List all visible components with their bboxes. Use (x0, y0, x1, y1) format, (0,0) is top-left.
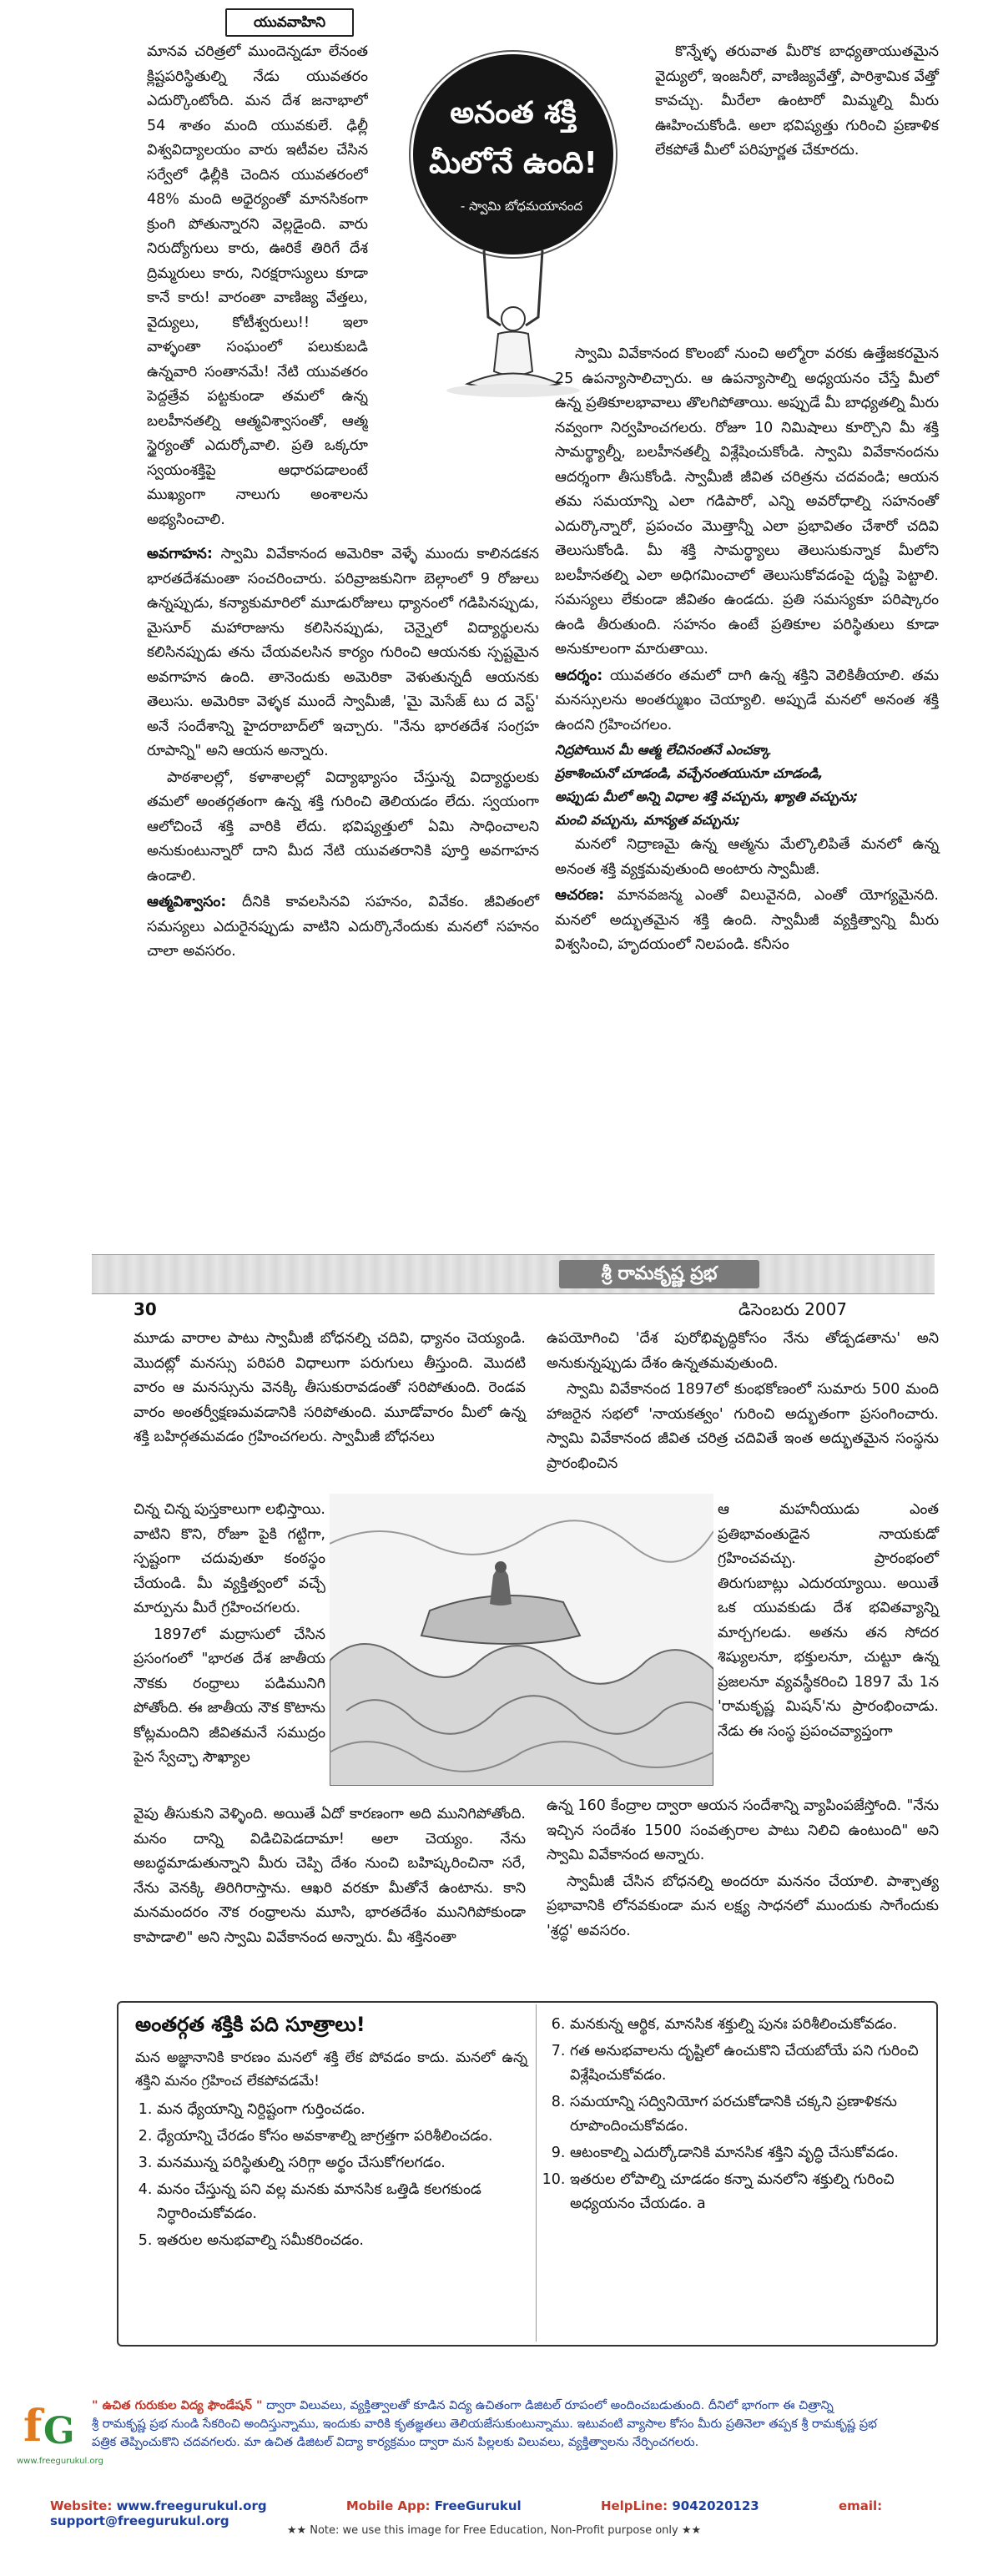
footer-text (92, 2397, 968, 2452)
principles-title: అంతర్గత శక్తికి పది సూత్రాలు! (135, 2013, 365, 2036)
freegurukul-logo (17, 2395, 103, 2470)
col1b-p2-rest: వైపు తీసుకుని వెళ్ళింది. అయితే ఏదో కారణంగా అది మునిగిపోతోంది. మనం దాన్ని విడిచిపెడదామా! అలా చెయ్యం. నేను అబద్ధమాడుతున్నాని మీరు చెప్పి దేశం నుంచి బహిష్కరించినా సరే, నేను వెనక్కి తిరిగిరాస్తాను. ఆఖరి వరకూ మీతోనే ఉంటాను. కాని మనమందరం నౌక రంధ్రాలను మూసి, భారతదేశం మునిగిపోకుండా కాపాడాలి" అని స్వామి వివేకానంద అన్నారు. మీ శక్తినంతా (134, 1806, 526, 1946)
col2-top-wide (555, 342, 939, 958)
practice-heading: ఆచరణ: (555, 887, 605, 904)
website-label: Website: (50, 2498, 113, 2513)
col2-bottom-narrow (718, 1498, 939, 1744)
col2-bottom-rest (547, 1794, 939, 1943)
practice-text: మానవజన్మ ఎంతో విలువైనది, ఎంతో యోగ్యమైనది. మనలో అద్భుతమైన శక్తి ఉంది. స్వామీజీ వ్యక్తిత్వాన్ని మీరు విశ్వసించి, హృదయంలో నిలపండి. కనీసం (555, 887, 939, 953)
col2-p4: మనలో నిద్రాణమై ఉన్న ఆత్మను మేల్కొలిపితే మనలో ఉన్న అనంత శక్తి వ్యక్తమవుతుంది అంటారు స్వామీజీ. (555, 836, 939, 878)
magazine-title: శ్రీ రామకృష్ణ ప్రభ (559, 1260, 759, 1288)
col1-bottom-rest (134, 1802, 526, 1950)
principle-item: 6. మనకున్న ఆర్థిక, మానసిక శక్తుల్ని పునః పరిశీలించుకోవడం. (570, 2013, 924, 2037)
col2-p2: స్వామి వివేకానంద కొలంబో నుంచి అల్మోరా వరకు ఉత్తేజకరమైన 25 ఉపన్యాసాలిచ్చారు. ఆ ఉపన్యాసాల్ని అధ్యయనం చేస్తే మీలో ఉన్న ప్రతికూలభావాలు తొలగిపోతాయి. అప్పుడే మీ బాధ్యతల్ని మీరు నవ్వంగా నిర్వహించగలరు. రోజూ 10 నిమిషాలు కూర్చొని మీ శక్తి సామర్థ్యాల్నీ, బలహీనతల్నీ విశ్లేషించుకోండి. స్వామి వివేకానందను ఆదర్శంగా తీసుకోండి. స్వామీజీ జీవిత చరిత్రను చదవండి; ఆయన తమ సమయాన్ని ఎలా గడిపారో, ఎన్ని అవరోధాల్ని సహనంతో ఎదుర్కొన్నారో, ప్రపంచం మొత్తాన్నీ ఎలా ప్రభావితం చేశారో చదివి తెలుసుకోండి. మీ శక్తి సామర్థ్యాలు తెలుసుకున్నాక మీలోని బలహీనతల్ని ఎలా అధిగమించాలో తెలుసుకోవడంపై దృష్టి పెట్టాలి. సమస్యలు లేకుండా జీవితం ఉండదు. ప్రతి సమస్యకూ పరిష్కారం ఉండి తీరుతుంది. సహనం ఉంటే ప్రతికూల పరిస్థితులు కూడా అనుకూలంగా మారుతాయి. (555, 345, 939, 658)
col2b-p2-rest: ఉన్న 160 కేంద్రాల ద్వారా ఆయన సందేశాన్ని వ్యాపింపజేస్తోంది. "నేను ఇచ్చిన సందేశం 1500 సంవత్సరాల పాటు నిలిచి ఉంటుంది" అని స్వామి వివేకానంద అన్నారు. (547, 1797, 939, 1863)
poem-line-4: మంచి వచ్చును, మాన్యత వచ్చును; (555, 812, 741, 828)
principle-item (570, 2168, 924, 2216)
principle-item: 3. మనమున్న పరిస్థితుల్ని సరిగ్గా అర్థం చేసుకోగలగడం. (157, 2151, 527, 2175)
svg-text:f: f (23, 2401, 43, 2452)
col1-p3: పాఠశాలల్లో, కళాశాలల్లో విద్యాభ్యాసం చేస్తున్న విద్యార్థులకు తమలో అంతర్గతంగా ఉన్న శక్తి గురించి తెలియడం లేదు. స్వయంగా ఆలోచించే శక్తి వారికి లేదు. భవిష్యత్తులో ఏమి సాధించాలని అనుకుంటున్నారో దాని మీద నేటి యువతరానికి పూర్తి అవగాహన ఉండాలి. (147, 769, 539, 885)
footer (0, 2387, 988, 2487)
helpline-label: HelpLine: (600, 2498, 668, 2513)
usage-note: ★★ Note: we use this image for Free Education, Non-Profit purpose only ★★ (286, 2524, 702, 2537)
col2b-p3: స్వామీజీ చేసిన బోధనల్ని అందరూ మననం చేయాలి. పాశ్చాత్య ప్రభావానికి లోనవకుండా మన లక్ష్య సాధనలో ముందుకు సాగేందుకు 'శ్రద్ధ' అవసరం. (547, 1873, 939, 1939)
col1-top-wide (147, 542, 539, 965)
box-divider (536, 2004, 537, 2342)
col2b-p2-narrow: ఆ మహనీయుడు ఎంత ప్రతిభావంతుడైన నాయకుడో గ్రహించవచ్చు. ప్రారంభంలో తిరుగుబాట్లు ఎదురయ్యాయి. అయితే ఒక యువకుడు దేశ భవితవ్యాన్ని మార్చగలడు. అతను తన సోదర శిష్యులనూ, భక్తులనూ, చుట్టూ ఉన్న ప్రజలనూ వ్యవస్థీకరించి 1897 మే 1న 'రామకృష్ణ మిషన్'ను ప్రారంభించాడు. నేడు ఈ సంస్థ ప్రపంచవ్యాప్తంగా (718, 1501, 939, 1740)
principles-list-right (548, 2013, 924, 2216)
awareness-heading: అవగాహన: (147, 546, 213, 562)
col2-p3 (555, 664, 939, 739)
col2-p5 (555, 884, 939, 958)
issue-date: డిసెంబరు 2007 (738, 1299, 848, 1319)
poem-line-1: నిద్రపోయిన మీ ఆత్మ లేచినంతనే ఎంచక్కా (555, 742, 771, 758)
col2-top (655, 40, 939, 164)
ideal-text: యువతరం తమలో దాగి ఉన్న శక్తిని వెలికితీయాలి. తమ మనస్సులను అంతర్ముఖం చెయ్యాలి. అప్పుడే మనలో అనంత శక్తి ఉందని గ్రహించగలం. (555, 667, 939, 733)
col1-bottom (134, 1327, 526, 1450)
title-line-1: అనంత శక్తి (450, 96, 577, 130)
email-label: email: (838, 2498, 883, 2513)
app-label: Mobile App: (345, 2498, 431, 2513)
title-line-2: మీలోనే ఉంది! (429, 146, 597, 180)
end-mark: a (696, 2195, 706, 2212)
intro-paragraph: మానవ చరిత్రలో ముందెన్నడూ లేనంత క్లిష్టపరిస్థితుల్ని నేడు యువతరం ఎదుర్కొంటోంది. మన దేశ జనాభాలో 54 శాతం మంది యువకులే. ఢిల్లీ విశ్వవిద్యాలయం వారు ఇటీవల చేసిన సర్వేలో ఢిల్లీకి చెందిన యువతరంలో 48% మంది అధైర్యంతో మానసికంగా క్రుంగి పోతున్నారని వెల్లడైంది. వారు నిరుద్యోగులు కారు, ఊరికే తిరిగే దేశ ద్రిమ్మరులు కారు, నిరక్షరాస్యులు కూడా కానే కారు! వారంతా వాణిజ్య వేత్తలు, వైద్యులు, కోటీశ్వరులు!! ఇలా వాళ్ళంతా సంఘంలో పలుకుబడి ఉన్నవారి సంతానమే! నేటి యువతరం పెద్దత్రేవ పట్టకుండా తమలో ఉన్న బలహీనతల్ని ఆత్మవిశ్వాసంతో, ఆత్మ స్థైర్యంతో ఎదుర్కోవాలి. ప్రతి ఒక్కరూ స్వయంశక్తిపై ఆధారపడాలంటే ముఖ్యంగా నాలుగు అంశాలను అభ్యసించాలి. (147, 43, 368, 528)
col1-p4 (147, 890, 539, 965)
logo-icon (17, 2395, 83, 2453)
ideal-heading: ఆదర్శం: (555, 667, 603, 684)
sea-rock-illustration (330, 1494, 713, 1786)
col2-p1: కొన్నేళ్ళ తరువాత మీరొక బాధ్యతాయుతమైన వైద్యులో, ఇంజనీరో, వాణిజ్యవేత్తో, పారిశ్రామిక వేత్తో కావచ్చు. మీరేలా ఉంటారో మిమ్మల్ని మీరు ఊహించుకోండి. అలా భవిష్యత్తు గురించి ప్రణాళిక లేకపోతే మీలో పరిపూర్ణత చేకూరదు. (655, 43, 939, 159)
principle-item: 5. ఇతరుల అనుభవాల్ని సమీకరించడం. (157, 2229, 527, 2253)
principles-list-left (135, 2098, 527, 2253)
helpline-link[interactable]: 9042020123 (672, 2498, 759, 2513)
col1-bottom-narrow (134, 1498, 325, 1771)
col2b-p2: స్వామి వివేకానంద 1897లో కుంభకోణంలో సుమారు 500 మంది హాజరైన సభలో 'నాయకత్వం' గురించి అద్భుతంగా ప్రసంగించారు. స్వామి వివేకానంద జీవిత చరిత్ర చదివితే ఇంత అద్భుతమైన సంస్థను ప్రారంభించిన (547, 1381, 939, 1472)
principle-item-text: ఇతరుల లోపాల్ని చూడడం కన్నా మనలోని శక్తుల్ని గురించి అధ్యయనం చేయడం. (570, 2171, 895, 2212)
author-line: - స్వామి బోధమయానంద (460, 199, 583, 214)
col1-top (147, 40, 368, 541)
poem-line-3: అప్పుడు మీలో అన్ని విధాల శక్తి వచ్చును, ఖ్యాతి వచ్చును; (555, 789, 859, 804)
principles-intro: మన అజ్ఞానానికి కారణం మనలో శక్తి లేక పోవడం కాదు. మనలో ఉన్న శక్తిని మనం గ్రహించ లేకపోవడమే! (135, 2049, 527, 2090)
col1b-p1-narrow: చిన్న చిన్న పుస్తకాలుగా లభిస్తాయి. వాటిని కొని, రోజూ పైకి గట్టిగా, స్పష్టంగా చదువుతూ కంఠస్థం చేయండి. మీ వ్యక్తిత్వంలో వచ్చే మార్పును మీరే గ్రహించగలరు. (134, 1501, 325, 1616)
waves-illustration (330, 1494, 713, 1786)
principle-item: 9. ఆటంకాల్ని ఎదుర్కోడానికి మానసిక శక్తిని వృద్ధి చేసుకోవడం. (570, 2141, 924, 2165)
logo-website: www.freegurukul.org (17, 2457, 103, 2466)
footer-line-1: ద్వారా విలువలు, వ్యక్తిత్వాలతో కూడిన విద్య ఉచితంగా డిజిటల్ రూపంలో అందించబడుతుంది. దీనిలో భాగంగా ఈ చిత్రాన్ని (262, 2399, 834, 2412)
principles-right (548, 2013, 924, 2219)
magazine-divider (92, 1254, 935, 1294)
foundation-name: " ఉచిత గురుకుల విద్య ఫౌండేషన్ " (92, 2399, 263, 2412)
col1-p2 (147, 542, 539, 764)
principles-box (117, 2001, 938, 2347)
col1b-p1: మూడు వారాల పాటు స్వామీజీ బోధనల్ని చదివి, ధ్యానం చెయ్యండి. మొదట్లో మనస్సు పరిపరి విధాలుగా పరుగులు తీస్తుంది. మొదటి వారం ఆ మనస్సును వెనక్కి తీసుకురావడంతో సరిపోతుంది. రెండవ వారం అంతర్వీక్షణమవడానికి సరిపోతుంది. మూడోవారం మీలో ఉన్న శక్తి బహిర్గతమవడం గ్రహించగలరు. స్వామీజీ బోధనలు (134, 1330, 526, 1445)
footer-line-3: పత్రిక తెప్పించుకొని చదవగలరు. మా ఉచిత డిజిటల్ విద్యా కార్యక్రమం ద్వారా మన పిల్లలకు విలువలు, వ్యక్తిత్వాలను నేర్పించగలరు. (92, 2436, 699, 2449)
page-number: 30 (134, 1299, 157, 1319)
principle-item: 8. సమయాన్ని సద్వినియోగ పరచుకోడానికి చక్కని ప్రణాళికను రూపొందించుకోవడం. (570, 2090, 924, 2139)
website-link[interactable]: www.freegurukul.org (116, 2498, 267, 2513)
col2-bottom (547, 1327, 939, 1476)
col2b-p1: ఉపయోగించి 'దేశ పురోభివృద్ధికోసం నేను తోడ్పడతాను' అని అనుకున్నప్పుడు దేశం ఉన్నతమవుతుంది. (547, 1330, 939, 1372)
principle-item: 1. మన ధ్యేయాన్ని నిర్దిష్టంగా గుర్తించడం. (157, 2098, 527, 2122)
app-link[interactable]: FreeGurukul (434, 2498, 522, 2513)
email-link[interactable]: support@freegurukul.org (50, 2513, 229, 2528)
confidence-text: దీనికి కావలసినవి సహనం, వివేకం. జీవితంలో సమస్యలు ఎదురైనప్పుడు వాటిని ఎదుర్కొనేందుకు మనలో సహనం చాలా అవసరం. (147, 894, 539, 960)
section-tag: యువవాహిని (225, 8, 354, 37)
svg-text:G: G (43, 2410, 75, 2452)
poem-line-2: ప్రకాశించునో చూడండి, వచ్చేనంతయునూ చూడండి, (555, 765, 824, 781)
principle-item: 2. ధ్యేయాన్ని చేరడం కోసం అవకాశాల్ని జాగ్రత్తగా పరిశీలించడం. (157, 2125, 527, 2149)
principles-left (135, 2013, 527, 2256)
principle-item: 4. మనం చేస్తున్న పని వల్ల మనకు మానసిక ఒత్తిడి కలగకుండ నిర్ధారించుకోవడం. (157, 2178, 527, 2226)
principle-item: 7. గత అనుభవాలను దృష్టిలో ఉంచుకొని చేయబోయే పని గురించి విశ్లేషించుకోవడం. (570, 2039, 924, 2088)
footer-line-2: శ్రీ రామకృష్ణ ప్రభ నుండి సేకరించి అందిస్తున్నాము, ఇందుకు వారికి కృతజ్ఞతలు తెలియజేసుకుంటున్నాము. ఇటువంటి వ్యాసాల కోసం మీరు ప్రతినెలా తప్పక శ్రీ రామకృష్ణ ప్రభ (92, 2417, 877, 2431)
col1b-p2-narrow: 1897లో మద్రాసులో చేసిన ప్రసంగంలో "భారత దేశ జాతీయ నౌకకు రంధ్రాలు పడిమునిగి పోతోంది. ఈ జాతీయ నౌక కొటాను కోట్లమందిని జీవితమనే సముద్రం పైన స్వేచ్ఛా సౌఖ్యాల (134, 1626, 325, 1766)
awareness-text: స్వామి వివేకానంద అమెరికా వెళ్ళే ముందు కాలినడకన భారతదేశమంతా సంచరించారు. పరివ్రాజకునిగా బెల్గాంలో 9 రోజులు ఉన్నప్పుడు, కన్యాకుమారిలో మూడురోజులు ధ్యానంలో గడిపినప్పుడు, మైసూర్ మహారాజును కలిసినప్పుడు, చెన్నైలో విద్యార్థులను కలిసినప్పుడు తను చేయవలసిన కార్యం గురించి ఆయనకు స్పష్టమైన అవగాహన ఉంది. తానెందుకు అమెరికా వెళుతున్నదీ ఆయనకు తెలుసు. అమెరికా వెళ్ళక ముందే స్వామీజీ, 'మై మెసేజ్ టు ద వెస్ట్' అనే సందేశాన్ని హైదరాబాద్‌లో ఇచ్చారు. "నేను భారతదేశ సంగ్రహ రూపాన్ని" అని ఆయన అన్నారు. (147, 546, 539, 759)
confidence-heading: ఆత్మవిశ్వాసం: (147, 894, 227, 910)
